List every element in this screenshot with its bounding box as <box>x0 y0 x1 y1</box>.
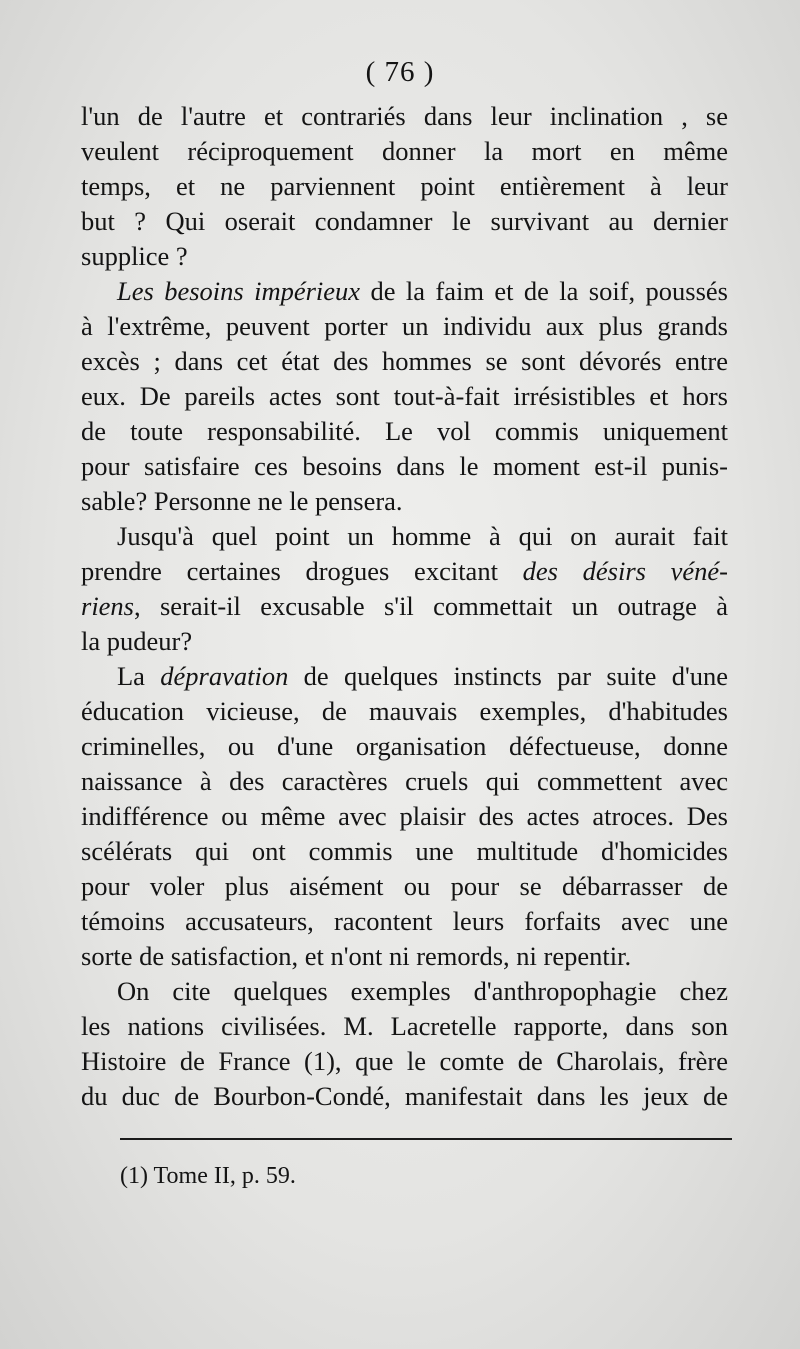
paragraph-4-line: éducation vicieuse, de mauvais exemples, d'habitudes <box>81 696 728 726</box>
paragraph-4-line: pour voler plus aisément ou pour se débarrasser de <box>81 871 728 901</box>
footnote-divider <box>120 1138 732 1140</box>
paragraph-5-line: On cite quelques exemples d'anthropophagie chez <box>117 976 728 1006</box>
paragraph-1-line: l'un de l'autre et contrariés dans leur inclination , se <box>81 101 728 131</box>
paragraph-3-text: , serait-il excusable s'il commettait un outrage à <box>134 591 728 621</box>
paragraph-1-line: veulent réciproquement donner la mort en même <box>81 136 728 166</box>
body-text <box>81 99 728 1114</box>
page-number: ( 76 ) <box>365 56 435 88</box>
paragraph-1-last-line: supplice ? <box>81 241 188 271</box>
paragraph-2-line: à l'extrême, peuvent porter un individu aux plus grands <box>81 311 728 341</box>
paragraph-4-line: indifférence ou même avec plaisir des actes atroces. Des <box>81 801 728 831</box>
paragraph-4-line: témoins accusateurs, racontent leurs forfaits avec une <box>81 906 728 936</box>
paragraph-4-line: scélérats qui ont commis une multitude d'homicides <box>81 836 728 866</box>
italic-phrase: dépravation <box>160 661 289 691</box>
paragraph-4-line: criminelles, ou d'une organisation défectueuse, donne <box>81 731 728 761</box>
italic-phrase: riens <box>81 591 134 621</box>
paragraph-2-line: de toute responsabilité. Le vol commis uniquement <box>81 416 728 446</box>
paragraph-1-line: temps, et ne parviennent point entièrement à leur <box>81 171 728 201</box>
italic-phrase: des désirs véné- <box>522 556 729 586</box>
paragraph-5-line: du duc de Bourbon-Condé, manifestait dans les jeux de <box>81 1081 728 1111</box>
italic-phrase: Les besoins impérieux <box>117 276 361 306</box>
paragraph-2-line: excès ; dans cet état des hommes se sont dévorés entre <box>81 346 728 376</box>
paragraph-4-line: naissance à des caractères cruels qui commettent avec <box>81 766 728 796</box>
paragraph-1-line: but ? Qui oserait condamner le survivant au dernier <box>81 206 728 236</box>
paragraph-2-first-line <box>81 274 728 309</box>
paragraph-3-line <box>81 554 728 589</box>
paragraph-3-line <box>81 589 728 624</box>
paragraph-5-line: Histoire de France (1), que le comte de Charolais, frère <box>81 1046 728 1076</box>
paragraph-2-line: pour satisfaire ces besoins dans le moment est-il punis- <box>81 451 728 481</box>
paragraph-3-line: Jusqu'à quel point un homme à qui on aurait fait <box>117 521 728 551</box>
paragraph-2-text: de la faim et de la soif, poussés <box>360 276 728 306</box>
paragraph-2-last-line: sable? Personne ne le pensera. <box>81 486 403 516</box>
paragraph-4-text: de quelques instincts par suite d'une <box>288 661 728 691</box>
paragraph-4-last-line: sorte de satisfaction, et n'ont ni remords, ni repentir. <box>81 941 632 971</box>
paragraph-5-line: les nations civilisées. M. Lacretelle rapporte, dans son <box>81 1011 728 1041</box>
paragraph-3-text: prendre certaines drogues excitant <box>81 556 523 586</box>
footnote: (1) Tome II, p. 59. <box>120 1163 296 1189</box>
paragraph-3-last-line: la pudeur? <box>81 626 193 656</box>
paragraph-4-text: La <box>117 661 161 691</box>
paragraph-4-first-line <box>81 659 728 694</box>
paragraph-2-line: eux. De pareils actes sont tout-à-fait irrésistibles et hors <box>81 381 728 411</box>
